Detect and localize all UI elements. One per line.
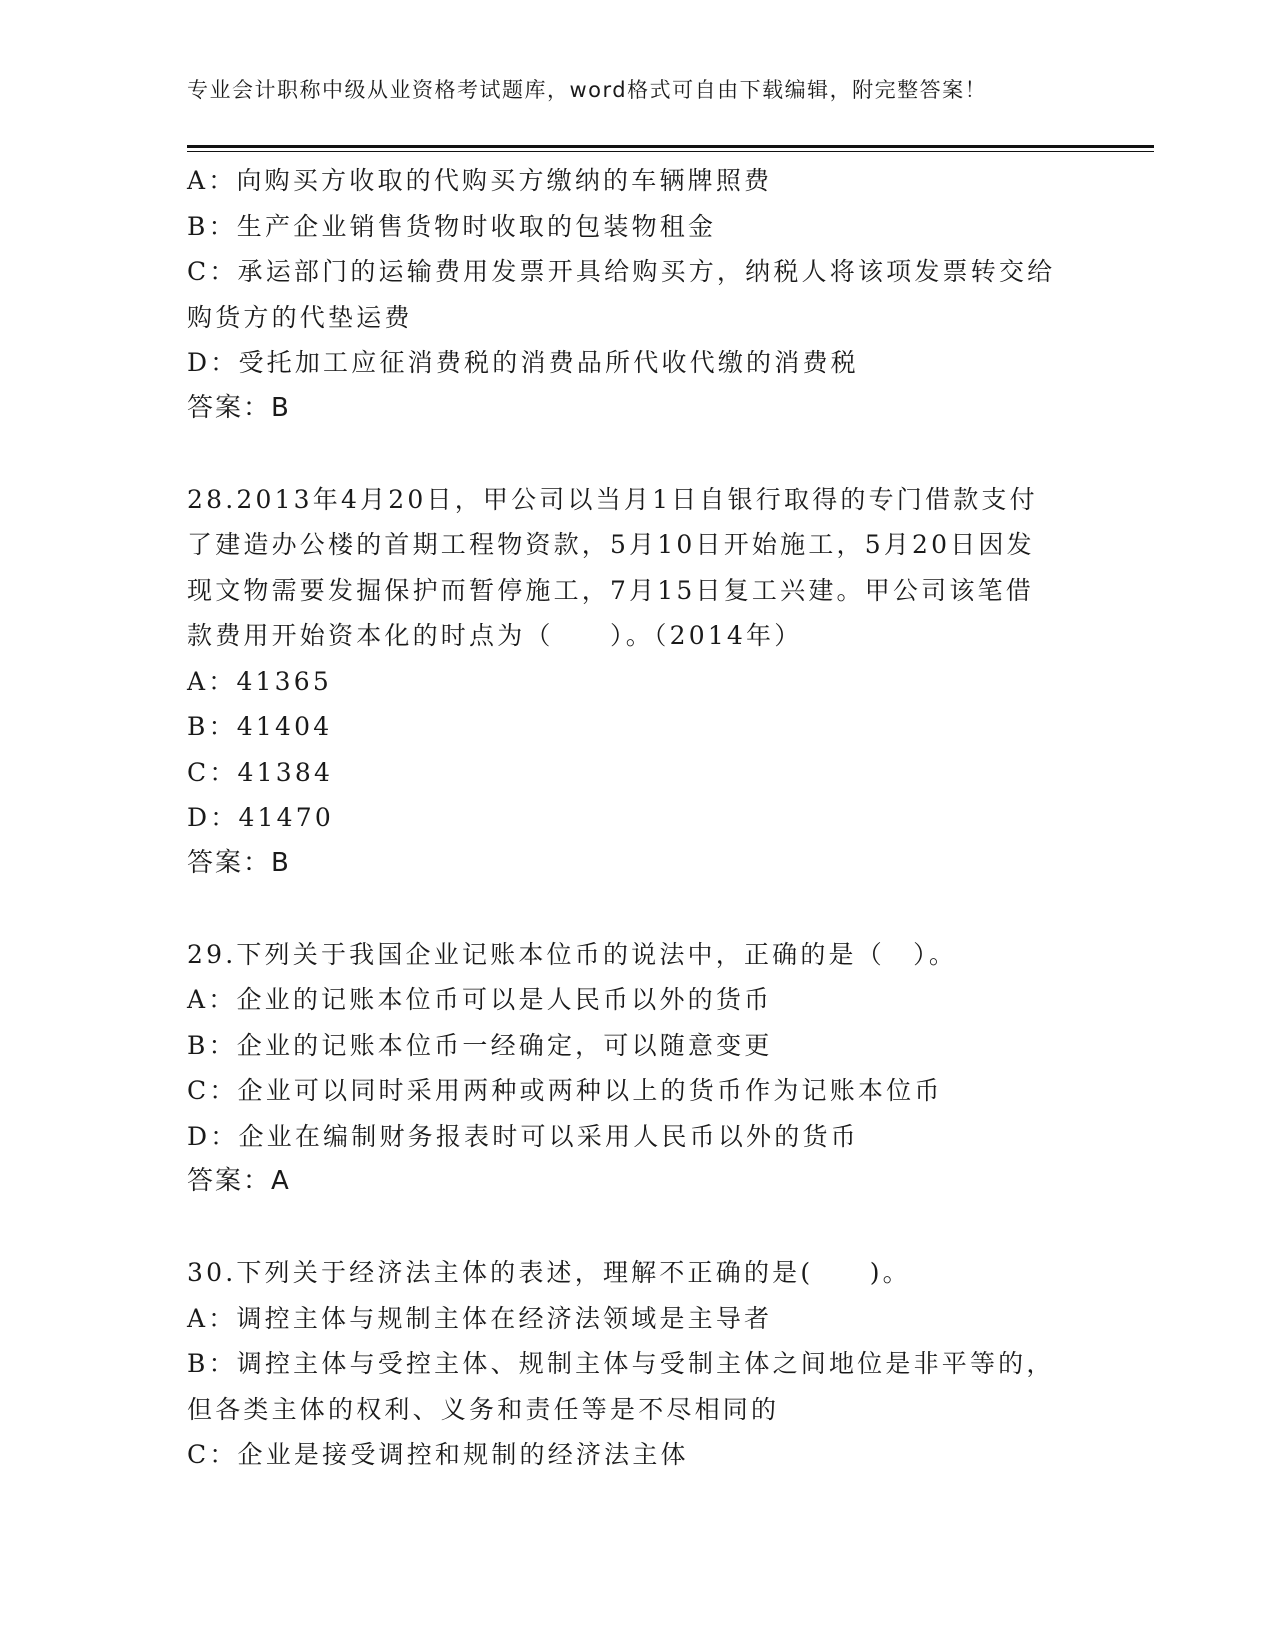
question-text: 现文物需要发掘保护而暂停施工，7月15日复工兴建。甲公司该笔借 xyxy=(187,575,1034,605)
option-c: C：承运部门的运输费用发票开具给购买方，纳税人将该项发票转交给 xyxy=(187,257,1056,286)
document-body xyxy=(187,158,1087,1478)
option-a: A：调控主体与规制主体在经济法领域是主导者 xyxy=(187,1303,773,1333)
option-c: C：41384 xyxy=(187,757,334,787)
option-d: D：受托加工应征消费税的消费品所代收代缴的消费税 xyxy=(187,348,859,377)
option-b: B：企业的记账本位币一经确定，可以随意变更 xyxy=(187,1030,773,1060)
question-text: 28.2013年4月20日，甲公司以当月1日自银行取得的专门借款支付 xyxy=(187,484,1038,514)
option-c-continued: 购货方的代垫运费 xyxy=(187,302,413,332)
spacer xyxy=(187,886,1087,932)
spacer xyxy=(187,1205,1087,1251)
option-a: A：企业的记账本位币可以是人民币以外的货币 xyxy=(187,985,773,1014)
option-a: A：向购买方收取的代购买方缴纳的车辆牌照费 xyxy=(187,166,773,195)
spacer xyxy=(187,431,1087,477)
option-c: C：企业可以同时采用两种或两种以上的货币作为记账本位币 xyxy=(187,1076,943,1105)
answer: 答案：A xyxy=(187,1166,291,1196)
option-b: B：调控主体与受控主体、规制主体与受制主体之间地位是非平等的， xyxy=(187,1349,1055,1378)
option-d: D：41470 xyxy=(187,803,334,832)
question-text: 30.下列关于经济法主体的表述，理解不正确的是( )。 xyxy=(187,1258,911,1287)
option-b: B：41404 xyxy=(187,712,333,741)
question-27-options xyxy=(187,158,1087,431)
question-text: 了建造办公楼的首期工程物资款，5月10日开始施工，5月20日因发 xyxy=(187,530,1035,559)
option-d: D：企业在编制财务报表时可以采用人民币以外的货币 xyxy=(187,1121,859,1151)
header-rule-thick xyxy=(187,145,1154,148)
question-29 xyxy=(187,932,1087,1205)
header-rule-thin xyxy=(187,151,1154,152)
question-text: 29.下列关于我国企业记账本位币的说法中，正确的是（ ）。 xyxy=(187,939,958,969)
question-text: 款费用开始资本化的时点为（ ）。（2014年） xyxy=(187,621,803,650)
question-28 xyxy=(187,477,1087,887)
option-b-continued: 但各类主体的权利、义务和责任等是不尽相同的 xyxy=(187,1394,780,1424)
answer: 答案：B xyxy=(187,392,291,423)
option-b: B：生产企业销售货物时收取的包装物租金 xyxy=(187,211,717,241)
option-a: A：41365 xyxy=(187,666,332,696)
question-30 xyxy=(187,1250,1087,1478)
answer: 答案：B xyxy=(187,847,291,878)
option-c: C：企业是接受调控和规制的经济法主体 xyxy=(187,1440,689,1469)
page-header: 专业会计职称中级从业资格考试题库，word格式可自由下载编辑，附完整答案！ xyxy=(187,78,988,102)
